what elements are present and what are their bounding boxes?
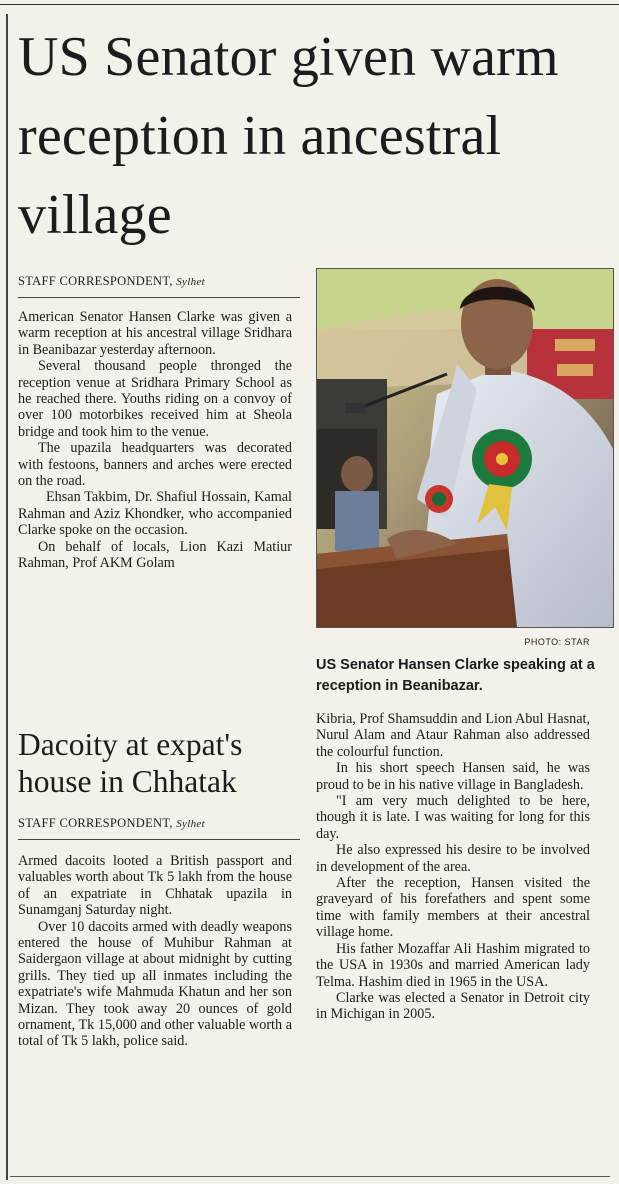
- photo-caption: US Senator Hansen Clarke speaking at a reception in Beanibazar.: [316, 657, 595, 694]
- byline-location: Sylhet: [176, 818, 205, 830]
- paragraph: Over 10 dacoits armed with deadly weapons entered the house of Muhibur Rahman at Saidergaon village at about midnight by cutting grills. They tied up all inmates including the expatriate's wife Mahmuda Khatun and her son Mizan. They took away 20 ounces of gold ornament, Tk 15,000 and other valuable worth a total of Tk 5 lakh, police said.: [18, 918, 292, 1050]
- paragraph: The upazila headquarters was decorated with festoons, banners and arches were erected on the road.: [18, 440, 292, 490]
- article2-body: [18, 853, 292, 1050]
- paragraph: "I am very much delighted to be here, though it is late. I was waiting for long for this day.: [316, 793, 590, 842]
- paragraph: On behalf of locals, Lion Kazi Matiur Rahman, Prof AKM Golam: [18, 538, 292, 572]
- byline: [18, 273, 205, 290]
- paragraph: Armed dacoits looted a British passport and valuables worth about Tk 5 lakh from the house of an expatriate in Chhatak upazila in Sunamganj Saturday night.: [18, 853, 292, 919]
- column-rule: [6, 14, 8, 1180]
- paragraph: Kibria, Prof Shamsuddin and Lion Abul Hasnat, Nurul Alam and Ataur Rahman also addressed the colourful function.: [316, 711, 590, 760]
- paragraph: Clarke was elected a Senator in Detroit city in Michigan in 2005.: [316, 989, 590, 1023]
- paragraph: American Senator Hansen Clarke was given a warm reception at his ancestral village Sridhara in Beanibazar yesterday afternoon.: [18, 309, 292, 358]
- news-photo: [316, 268, 614, 628]
- top-rule: [0, 4, 619, 5]
- byline-location: Sylhet: [176, 276, 205, 288]
- byline-rule: [18, 297, 300, 298]
- paragraph: He also expressed his desire to be involved in development of the area.: [316, 842, 590, 875]
- byline-rule: [18, 839, 300, 840]
- paragraph: After the reception, Hansen visited the graveyard of his forefathers and spent some time with family members at their ancestral village home.: [316, 875, 590, 941]
- photo-credit: PHOTO: STAR: [524, 637, 590, 647]
- sub-headline: Dacoity at expat's house in Chhatak: [18, 727, 243, 799]
- bottom-rule: [10, 1176, 610, 1177]
- paragraph: In his short speech Hansen said, he was proud to be in his native village in Bangladesh.: [316, 760, 590, 793]
- paragraph: Ehsan Takbim, Dr. Shafiul Hossain, Kamal Rahman and Aziz Khondker, who accompanied Clarke spoke on the occasion.: [18, 489, 292, 539]
- byline: [18, 815, 205, 832]
- headline: US Senator given warm reception in ancestral village: [18, 26, 559, 246]
- article-column-right: [316, 711, 590, 1023]
- paragraph: Several thousand people thronged the reception venue at Sridhara Primary School as he reached there. Youths riding on a convoy of over 100 motorbikes received him at Sheola bridge and took him to the venue.: [18, 358, 292, 440]
- byline-author: STAFF CORRESPONDENT,: [18, 816, 173, 830]
- article-column-left: [18, 309, 292, 572]
- byline-author: STAFF CORRESPONDENT,: [18, 274, 173, 288]
- paragraph: His father Mozaffar Ali Hashim migrated to the USA in 1930s and married American lady Telma. Hashim died in 1965 in the USA.: [316, 940, 590, 990]
